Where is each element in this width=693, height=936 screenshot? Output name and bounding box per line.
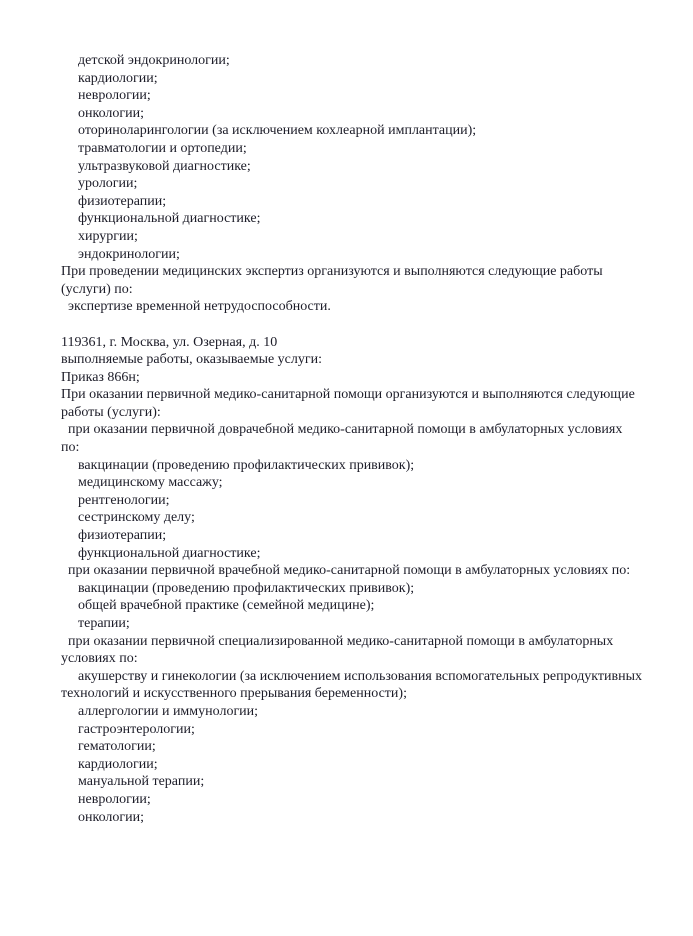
document-line: детской эндокринологии; (78, 53, 230, 68)
document-line: общей врачебной практике (семейной медицине); (78, 598, 375, 614)
document-line: функциональной диагностике; (78, 211, 261, 227)
document-line: ультразвуковой диагностике; (78, 158, 251, 174)
document-line: мануальной терапии; (78, 774, 205, 790)
document-line: условиях по: (61, 651, 138, 667)
document-line: вакцинации (проведению профилактических прививок); (78, 457, 415, 473)
document-line: рентгенологии; (78, 492, 170, 508)
document-line: 119361, г. Москва, ул. Озерная, д. 10 (61, 334, 278, 350)
document-line: хирургии; (78, 228, 138, 244)
document-line: гастроэнтерологии; (78, 721, 195, 737)
document-line: кардиологии; (78, 756, 158, 772)
document-line: выполняемые работы, оказываемые услуги: (61, 352, 323, 368)
document-line: травматологии и ортопедии; (78, 140, 247, 156)
document-line: медицинскому массажу; (78, 475, 223, 491)
document-line: при оказании первичной специализированной медико-санитарной помощи в амбулаторных (68, 633, 614, 649)
document-line: Приказ 866н; (61, 369, 140, 385)
document-line: урологии; (78, 176, 138, 192)
document-line: кардиологии; (78, 70, 158, 86)
document-line: неврологии; (78, 88, 151, 104)
document-line: при оказании первичной врачебной медико-санитарной помощи в амбулаторных условиях по: (68, 563, 631, 579)
document-line: аллергологии и иммунологии; (78, 703, 259, 719)
document-line: При проведении медицинских экспертиз организуются и выполняются следующие работы (61, 264, 603, 280)
document-line: физиотерапии; (78, 193, 167, 209)
document-line: гематологии; (78, 739, 156, 755)
document-line: эндокринологии; (78, 246, 180, 262)
document-line: работы (услуги): (61, 404, 161, 420)
document-line: функциональной диагностике; (78, 545, 261, 561)
document-line: сестринскому делу; (78, 510, 195, 526)
document-line: При оказании первичной медико-санитарной помощи организуются и выполняются следующие (61, 387, 635, 403)
document-line: неврологии; (78, 791, 151, 807)
document-line: акушерству и гинекологии (за исключением использования вспомогательных репродуктивных (78, 668, 643, 684)
document-line: вакцинации (проведению профилактических прививок); (78, 580, 415, 596)
document-line: по: (61, 440, 80, 456)
document-line (61, 316, 646, 334)
document-line: онкологии; (78, 809, 145, 825)
document-line: (услуги) по: (61, 281, 133, 297)
document-line: технологий и искусственного прерывания беременности); (61, 686, 407, 702)
document-line: онкологии; (78, 105, 145, 121)
document-line: при оказании первичной доврачебной медико-санитарной помощи в амбулаторных условиях (68, 422, 623, 438)
document-line: терапии; (78, 616, 130, 631)
document-line: физиотерапии; (78, 528, 167, 544)
document-body (61, 52, 646, 826)
document-line: оториноларингологии (за исключением кохлеарной имплантации); (78, 123, 477, 139)
document-line: экспертизе временной нетрудоспособности. (68, 299, 331, 315)
